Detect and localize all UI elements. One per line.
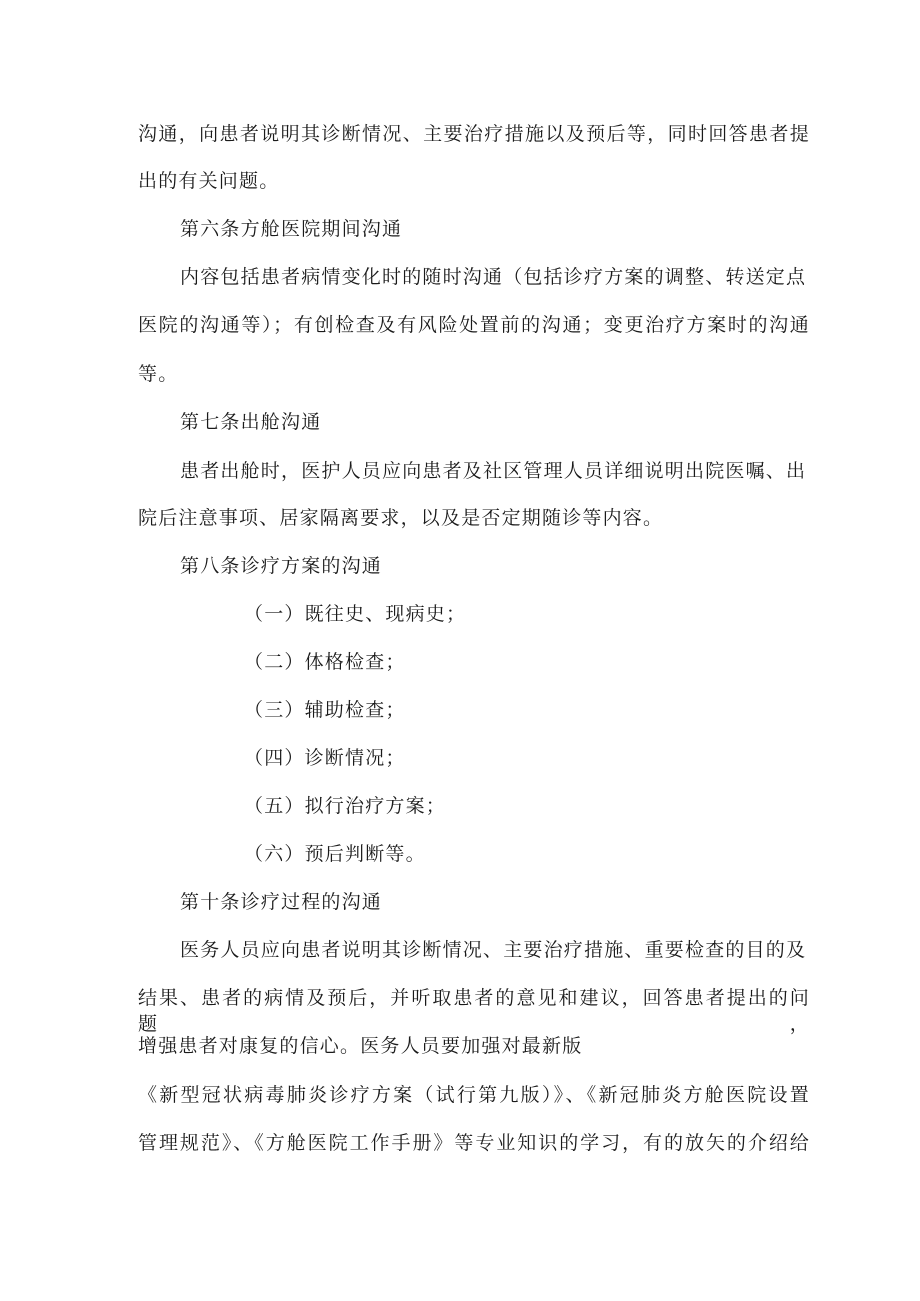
list-item: （五）拟行治疗方案； [244, 795, 447, 817]
section-heading: 第八条诊疗方案的沟通 [180, 555, 383, 577]
body-text-line: 等。 [138, 363, 179, 385]
body-text-line: 沟通，向患者说明其诊断情况、主要治疗措施以及预后等，同时回答患者提 [138, 123, 810, 145]
list-item: （一）既往史、现病史； [244, 603, 467, 625]
list-item: （二）体格检查； [244, 651, 406, 673]
body-text-line: 管理规范》、《方舱医院工作手册》等专业知识的学习，有的放矢的介绍给 [138, 1132, 810, 1154]
list-item: （三）辅助检查； [244, 699, 406, 721]
list-item: （六）预后判断等。 [244, 843, 426, 865]
paragraph-first-line: 内容包括患者病情变化时的随时沟通（包括诊疗方案的调整、转送定点 [180, 266, 807, 288]
body-text-line: 增强患者对康复的信心。医务人员要加强对最新版 [138, 1035, 583, 1057]
body-text-line: 《新型冠状病毒肺炎诊疗方案（试行第九版）》、《新冠肺炎方舱医院设置 [138, 1084, 810, 1106]
section-heading: 第七条出舱沟通 [180, 411, 322, 433]
body-text-line: 出的有关问题。 [138, 170, 280, 192]
body-text-line: 医院的沟通等）；有创检查及有风险处置前的沟通；变更治疗方案时的沟通 [138, 314, 810, 336]
paragraph-first-line: 患者出舱时，医护人员应向患者及社区管理人员详细说明出院医嘱、出 [180, 460, 807, 482]
paragraph-first-line: 医务人员应向患者说明其诊断情况、主要治疗措施、重要检查的目的及 [180, 939, 807, 961]
list-item: （四）诊断情况； [244, 747, 406, 769]
body-text-line: 结果、患者的病情及预后，并听取患者的意见和建议，回答患者提出的问题， [138, 987, 810, 1035]
body-text-line: 院后注意事项、居家隔离要求，以及是否定期随诊等内容。 [138, 507, 664, 529]
section-heading: 第六条方舱医院期间沟通 [180, 218, 403, 240]
section-heading: 第十条诊疗过程的沟通 [180, 891, 383, 913]
